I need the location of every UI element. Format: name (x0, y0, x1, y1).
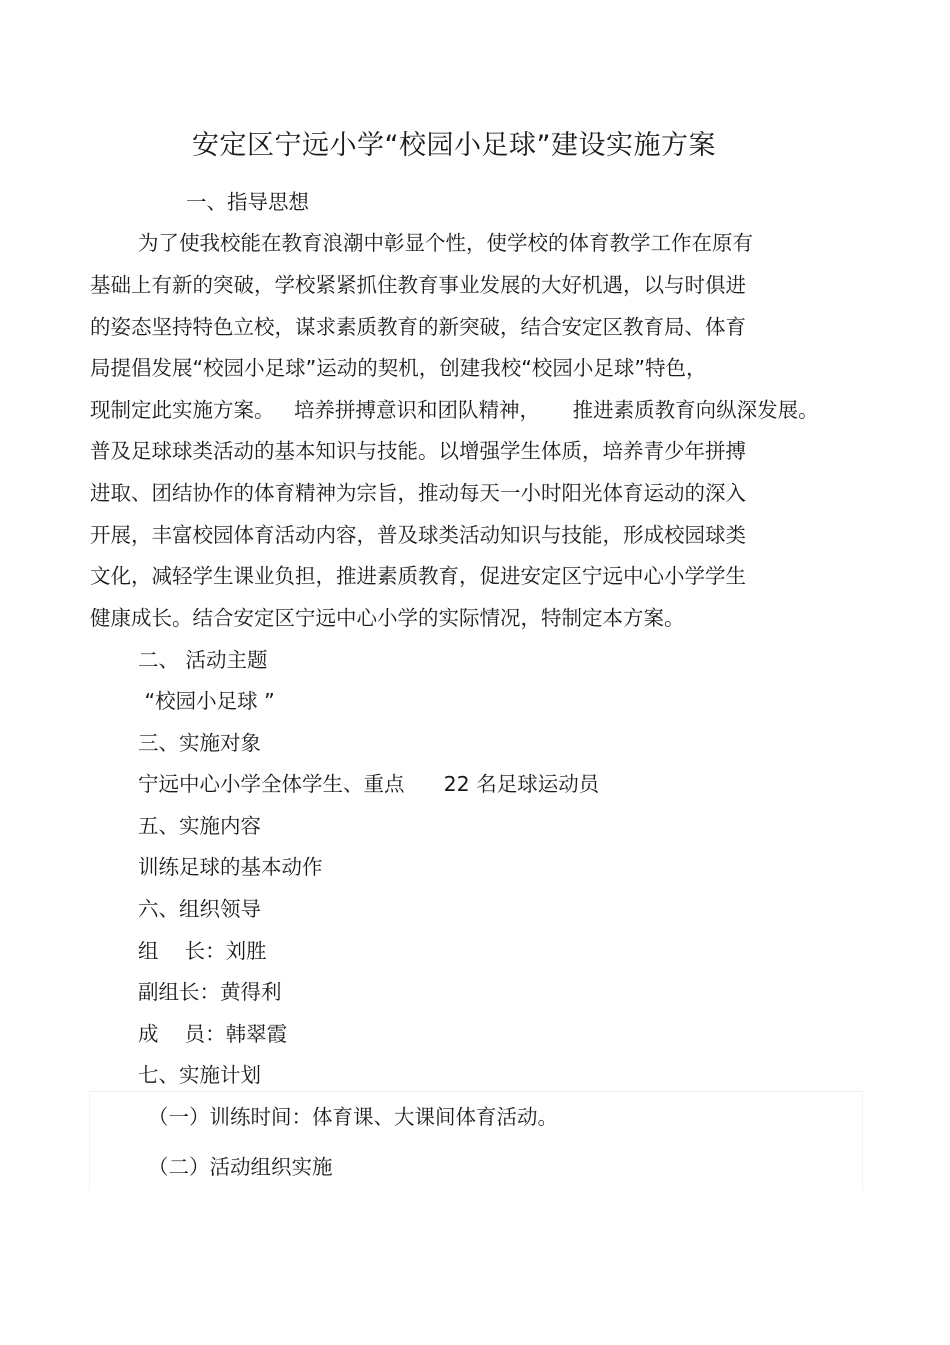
vice-leader-line: 副组长：黄得利 (138, 980, 282, 1004)
section-3-heading: 三、实施对象 (138, 731, 261, 755)
section-2-heading: 二、 活动主题 (138, 648, 268, 672)
paragraph-line: 为了使我校能在教育浪潮中彰显个性，使学校的体育教学工作在原有 (138, 231, 753, 255)
paragraph-line: 进取、团结协作的体育精神为宗旨，推动每天一小时阳光体育运动的深入 (90, 481, 746, 505)
target-audience: 宁远中心小学全体学生、重点 22 名足球运动员 (138, 772, 600, 796)
paragraph-line: 局提倡发展“校园小足球”运动的契机，创建我校“校园小足球”特色， (90, 356, 707, 380)
section-7-heading: 七、实施计划 (138, 1063, 261, 1087)
members-line: 成 员：韩翠霞 (138, 1022, 288, 1046)
paragraph-line: 普及足球球类活动的基本知识与技能。以增强学生体质，培养青少年拼搏 (90, 439, 746, 463)
leader-line: 组 长：刘胜 (138, 939, 267, 963)
paragraph-line: 的姿态坚持特色立校，谋求素质教育的新突破，结合安定区教育局、体育 (90, 315, 746, 339)
section-1-heading: 一、指导思想 (186, 190, 309, 214)
paragraph-line: 开展，丰富校园体育活动内容，普及球类活动知识与技能，形成校园球类 (90, 523, 746, 547)
paragraph-line: 现制定此实施方案。 培养拼搏意识和团队精神， 推进素质教育向纵深发展。 (90, 398, 819, 422)
document-title: 安定区宁远小学“校园小足球”建设实施方案 (192, 130, 716, 161)
paragraph-line: 健康成长。结合安定区宁远中心小学的实际情况，特制定本方案。 (90, 606, 685, 630)
activity-theme: “校园小足球 ” (138, 689, 275, 713)
plan-item-1: （一）训练时间：体育课、大课间体育活动。 (148, 1105, 558, 1129)
content-description: 训练足球的基本动作 (138, 855, 323, 879)
plan-block (89, 1091, 863, 1190)
paragraph-line: 文化，减轻学生课业负担，推进素质教育，促进安定区宁远中心小学学生 (90, 564, 746, 588)
plan-item-2: （二）活动组织实施 (148, 1155, 333, 1179)
section-5-heading: 五、实施内容 (138, 814, 261, 838)
paragraph-line: 基础上有新的突破，学校紧紧抓住教育事业发展的大好机遇，以与时俱进 (90, 273, 746, 297)
section-6-heading: 六、组织领导 (138, 897, 261, 921)
